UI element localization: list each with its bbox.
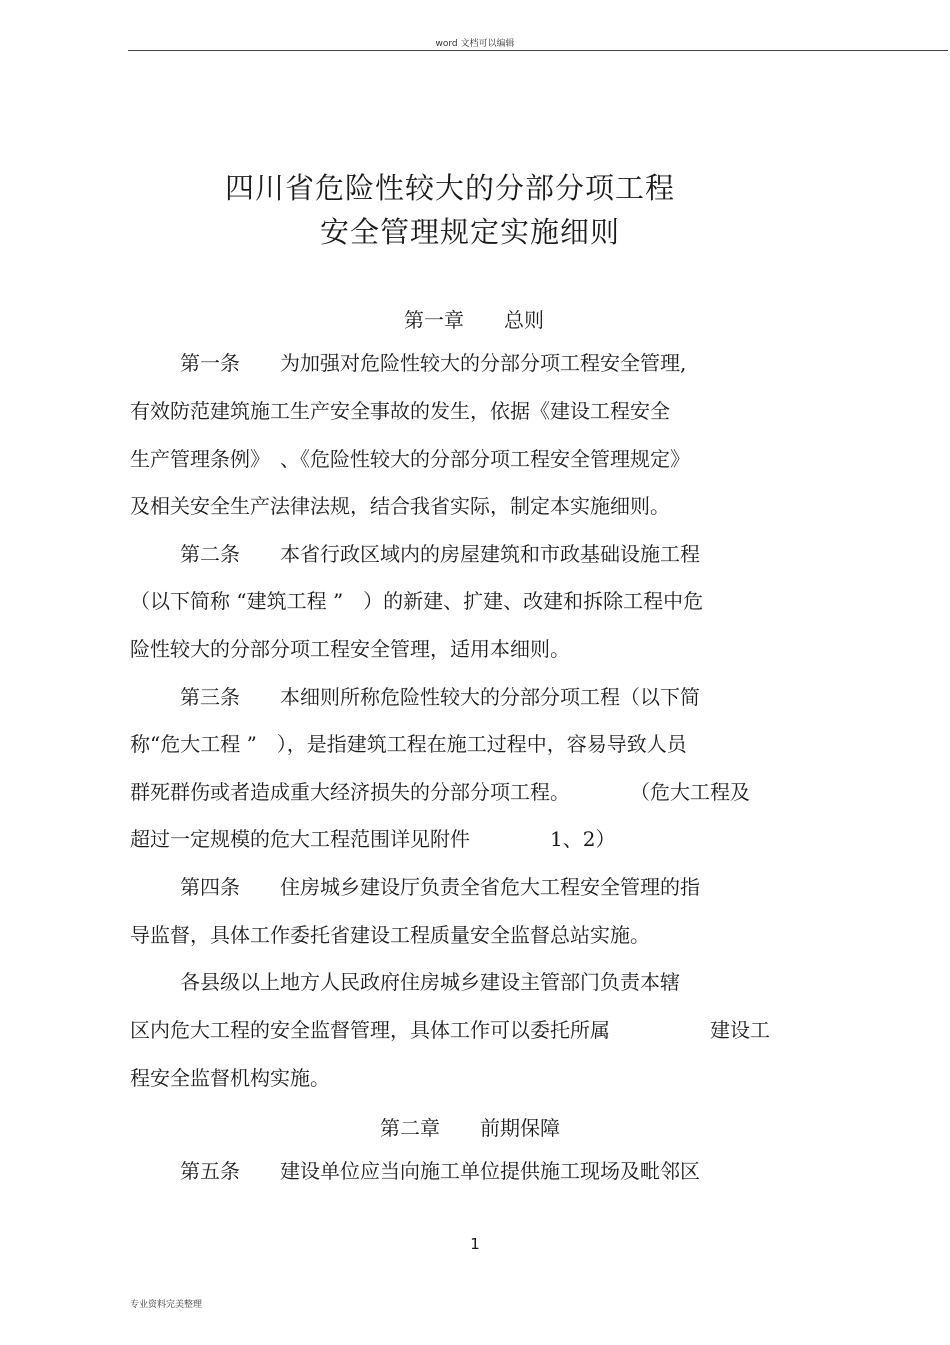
chapter2-name: 前期保障 bbox=[480, 1116, 560, 1140]
page-header-text: word 文档可以编辑 bbox=[435, 39, 515, 49]
body-line: 生产管理条例》 、《危险性较大的分部分项工程安全管理规定》 bbox=[130, 447, 690, 471]
body-line: 群死群伤或者造成重大经济损失的分部分项工程。 （危大工程及 bbox=[130, 780, 750, 804]
page-footer-text: 专业资料完美整理 bbox=[130, 1300, 203, 1310]
body-line: 程安全监督机构实施。 bbox=[130, 1066, 330, 1090]
chapter1-label: 第一章 bbox=[404, 308, 464, 332]
body-line: 及相关安全生产法律法规，结合我省实际，制定本实施细则。 bbox=[130, 494, 670, 518]
body-line: 第四条 住房城乡建设厅负责全省危大工程安全管理的指 bbox=[180, 875, 700, 899]
chapter1-name: 总则 bbox=[504, 308, 544, 332]
header-divider bbox=[128, 50, 948, 51]
body-line: 有效防范建筑施工生产安全事故的发生，依据《建设工程安全 bbox=[130, 399, 670, 423]
chapter1-heading bbox=[404, 304, 544, 333]
chapter2-label: 第二章 bbox=[380, 1116, 440, 1140]
page-number: 1 bbox=[470, 1235, 480, 1253]
body-line: 称“危大工程 ” ），是指建筑工程在施工过程中，容易导致人员 bbox=[130, 732, 687, 756]
body-line: 第二条 本省行政区域内的房屋建筑和市政基础设施工程 bbox=[180, 542, 700, 566]
body-line: 导监督，具体工作委托省建设工程质量安全监督总站实施。 bbox=[130, 923, 650, 947]
body-line: 第一条 为加强对危险性较大的分部分项工程安全管理, bbox=[180, 351, 687, 375]
body-line: 区内危大工程的安全监督管理，具体工作可以委托所属 建设工 bbox=[130, 1018, 770, 1042]
body-line: 第五条 建设单位应当向施工单位提供施工现场及毗邻区 bbox=[180, 1159, 700, 1183]
document-title-line2: 安全管理规定实施细则 bbox=[319, 215, 620, 249]
body-line: 险性较大的分部分项工程安全管理，适用本细则。 bbox=[130, 637, 570, 661]
document-title-line1: 四川省危险性较大的分部分项工程 bbox=[224, 171, 675, 205]
chapter2-heading bbox=[380, 1112, 560, 1141]
body-line: 超过一定规模的危大工程范围详见附件 1、2） bbox=[130, 827, 616, 851]
body-line: 各县级以上地方人民政府住房城乡建设主管部门负责本辖 bbox=[180, 970, 680, 994]
body-line: （以下简称 “建筑工程 ” ）的新建、扩建、改建和拆除工程中危 bbox=[130, 589, 704, 613]
body-line: 第三条 本细则所称危险性较大的分部分项工程（以下简 bbox=[180, 685, 700, 709]
